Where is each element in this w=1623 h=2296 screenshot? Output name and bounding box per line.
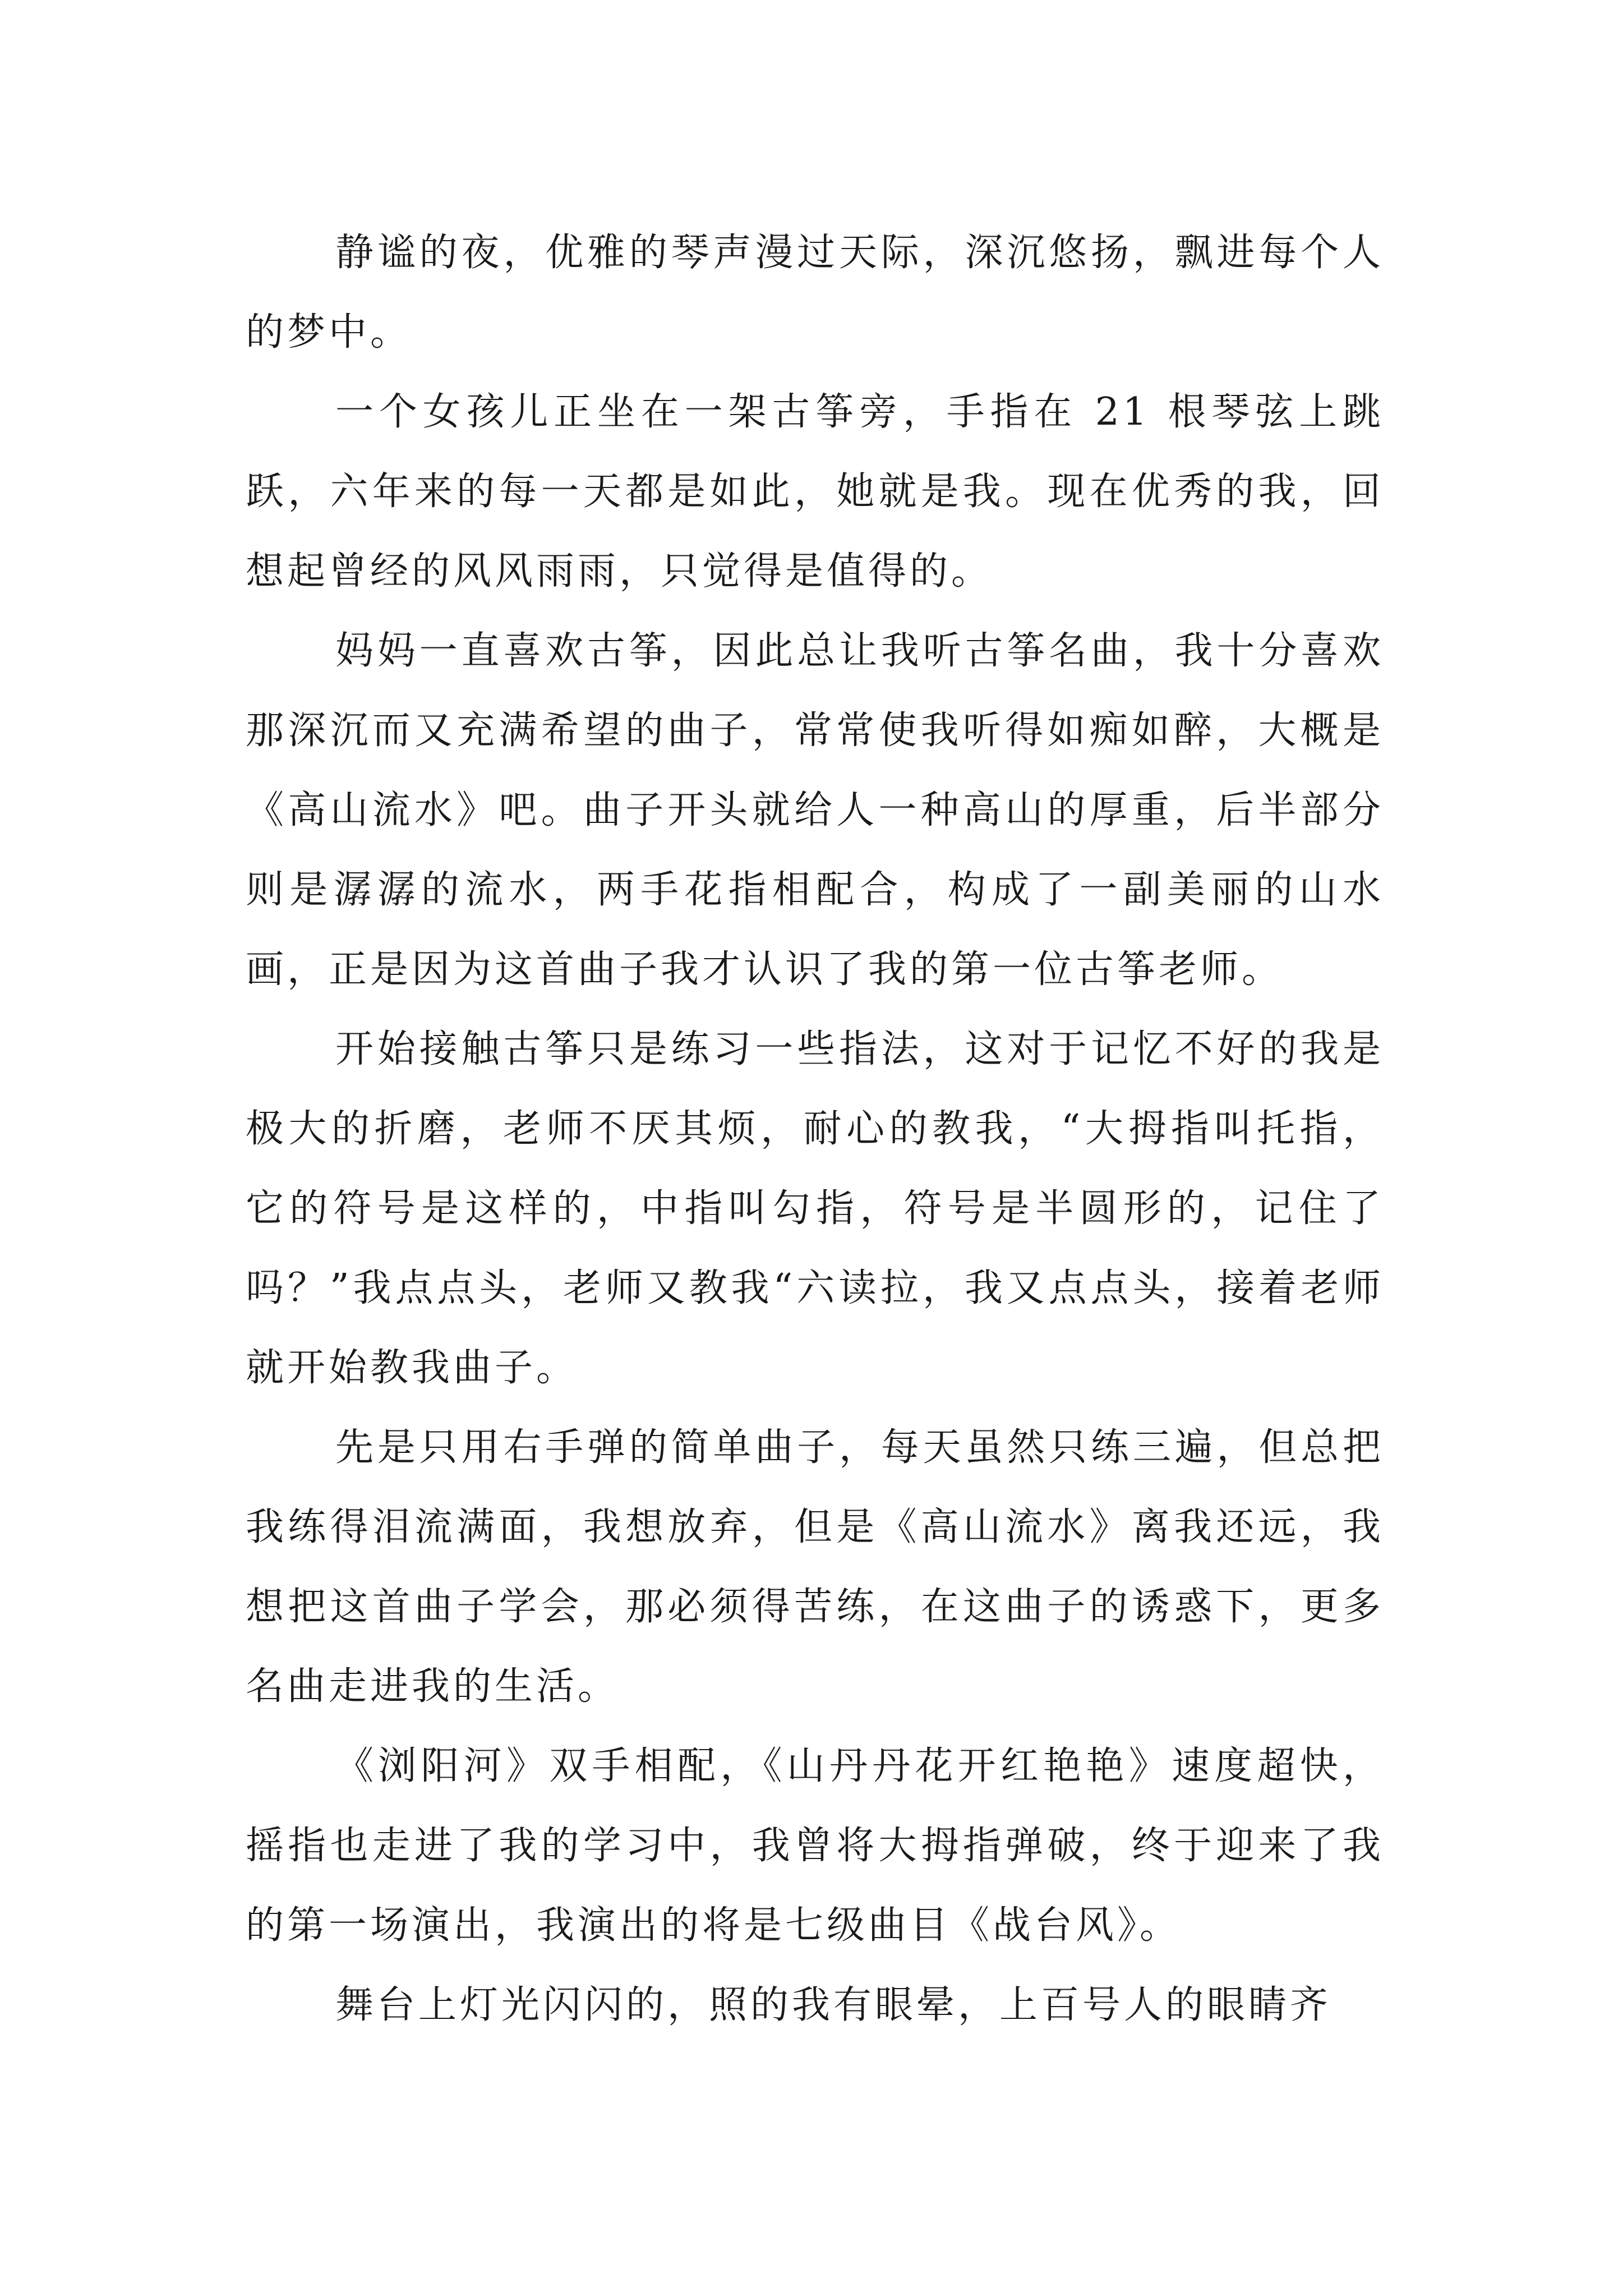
paragraph-4: 开始接触古筝只是练习一些指法，这对于记忆不好的我是极大的折磨，老师不厌其烦，耐心的教我，“大拇指叫托指，它的符号是这样的，中指叫勾指，符号是半圆形的，记住了吗？”我点点头，老师又教我“六读拉，我又点点头，接着老师就开始教我曲子。	[246, 1027, 1384, 1390]
paragraph-2: 一个女孩儿正坐在一架古筝旁，手指在 21 根琴弦上跳跃，六年来的每一天都是如此，她就是我。现在优秀的我，回想起曾经的风风雨雨，只觉得是值得的。	[246, 390, 1384, 593]
paragraph-6: 《浏阳河》双手相配，《山丹丹花开红艳艳》速度超快，摇指也走进了我的学习中，我曾将大拇指弹破，终于迎来了我的第一场演出，我演出的将是七级曲目《战台风》。	[246, 1744, 1384, 1948]
paragraph-5: 先是只用右手弹的简单曲子，每天虽然只练三遍，但总把我练得泪流满面，我想放弃，但是《高山流水》离我还远，我想把这首曲子学会，那必须得苦练，在这曲子的诱惑下，更多名曲走进我的生活。	[246, 1425, 1384, 1709]
paragraph-1: 静谧的夜，优雅的琴声漫过天际，深沉悠扬，飘进每个人的梦中。	[246, 231, 1384, 355]
essay-body	[246, 213, 1384, 2045]
paragraph-7: 舞台上灯光闪闪的，照的我有眼晕，上百号人的眼睛齐	[335, 1983, 1332, 2027]
paragraph-3: 妈妈一直喜欢古筝，因此总让我听古筝名曲，我十分喜欢那深沉而又充满希望的曲子，常常使我听得如痴如醉，大概是《高山流水》吧。曲子开头就给人一种高山的厚重，后半部分则是潺潺的流水，两手花指相配合，构成了一副美丽的山水画，正是因为这首曲子我才认识了我的第一位古筝老师。	[246, 629, 1384, 992]
